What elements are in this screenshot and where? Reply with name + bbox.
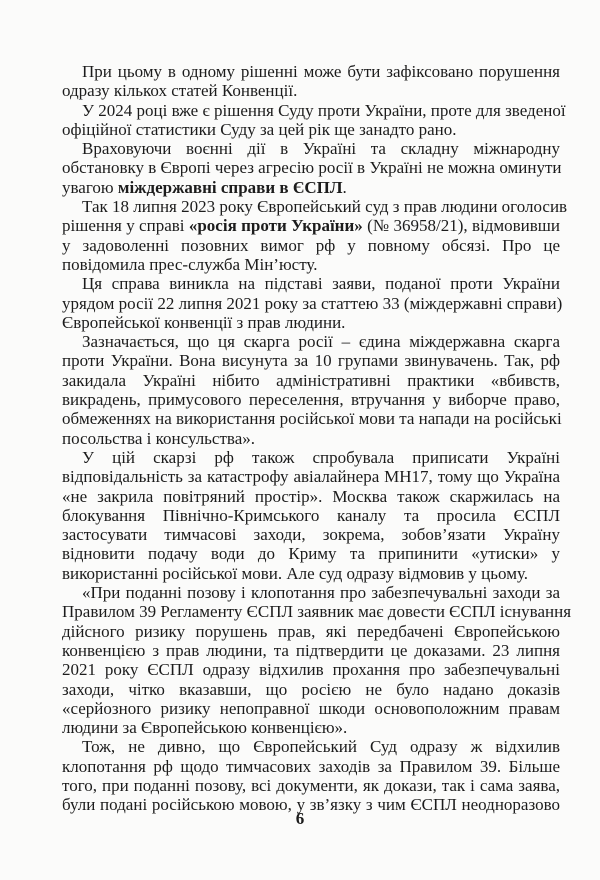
text-line: [62, 718, 560, 737]
text-line: [62, 178, 560, 197]
text-segment: офіційної статистики Суду за цей рік ще занадто рано.: [62, 119, 457, 139]
paragraph: [62, 139, 560, 197]
page-number: 6: [295, 809, 305, 828]
text-line: [62, 506, 560, 525]
text-segment: увагою: [62, 177, 118, 197]
text-segment: Зазначається, що ця скарга росії – єдина міждержавна скарга: [82, 332, 560, 352]
text-segment: «серйозного ризику непоправної шкоди основоположним правам: [62, 698, 560, 718]
text-segment: При цьому в одному рішенні може бути зафіксовано порушення: [82, 62, 560, 81]
text-line: [62, 158, 560, 177]
text-segment: блокування Північно-Кримського каналу та просила ЄСПЛ: [62, 505, 560, 525]
text-segment: того, при поданні позову, всі документи, як докази, так і сама заява,: [62, 775, 560, 795]
text-line: [62, 120, 560, 139]
text-line: [62, 293, 563, 313]
text-line: [62, 100, 566, 120]
text-segment: Тож, не дивно, що Європейський Суд одразу ж відхилив: [82, 737, 560, 757]
text-segment: заходи, чітко вказавши, що росією не було надано доказів: [62, 679, 560, 699]
text-segment: дійсного ризику порушень прав, які передбачені Європейською: [62, 621, 560, 641]
text-segment: У 2024 році вже є рішення Суду проти України, проте для зведеної: [82, 100, 566, 120]
text-line: [62, 236, 560, 255]
text-segment: 2021 року ЄСПЛ одразу відхилив прохання про забезпечувальні: [62, 660, 560, 680]
text-line: [62, 602, 572, 622]
text-line: [62, 313, 560, 332]
text-line: [62, 429, 560, 448]
text-segment: .: [342, 177, 347, 197]
text-segment: проти України. Вона висунута за 10 групами звинувачень. Так, рф: [62, 351, 560, 371]
text-segment: використанні російської мови. Але суд одразу відмовив у цьому.: [62, 563, 529, 583]
text-segment: У цій скарзі рф також спробувала приписати Україні: [82, 447, 560, 467]
text-line: [62, 680, 560, 699]
text-line: [62, 641, 560, 660]
paragraph: [62, 274, 563, 332]
text-segment: одразу кількох статей Конвенції.: [62, 81, 298, 101]
bold-text: «росія проти України»: [188, 216, 363, 236]
text-line: [62, 139, 560, 158]
text-segment: Так 18 липня 2023 року Європейський суд з прав людини оголосив: [82, 197, 568, 217]
text-segment: викрадень, примусового переселення, втручання у виборче право,: [62, 390, 560, 410]
text-segment: обмеженнях на використання російської мови та напади на російські: [62, 409, 562, 429]
text-line: [62, 776, 560, 795]
text-line: [62, 467, 560, 486]
text-segment: людини за Європейською конвенцією».: [62, 718, 348, 738]
text-line: [62, 660, 560, 679]
body-text: [62, 62, 572, 815]
text-line: [62, 487, 560, 506]
text-segment: відновити подачу води до Криму та припинити «утиски» у: [62, 544, 560, 564]
text-segment: відповідальність за катастрофу авіалайнера MH17, тому що Україна: [62, 467, 560, 487]
text-line: [62, 390, 560, 409]
text-line: [62, 332, 560, 351]
text-segment: закидала Україні нібито адміністративні практики «вбивств,: [62, 370, 560, 390]
text-segment: посольства і консульства».: [62, 428, 256, 448]
paragraph: [62, 100, 566, 140]
text-segment: Правилом 39 Регламенту ЄСПЛ заявник має довести ЄСПЛ існування: [62, 602, 572, 622]
paragraph: [62, 332, 560, 448]
text-segment: були подані російською мовою, у зв’язку з чим ЄСПЛ неодноразово: [62, 795, 560, 815]
text-line: [62, 699, 560, 718]
text-line: [62, 409, 560, 428]
text-segment: «не закрила повітряний простір». Москва також скаржилась на: [62, 486, 560, 506]
paragraph: [62, 448, 560, 583]
text-line: [62, 525, 560, 544]
paragraph: [62, 62, 560, 101]
text-line: [62, 216, 560, 235]
bold-text: міждержавні справи в ЄСПЛ: [117, 177, 343, 197]
text-line: [62, 544, 560, 563]
text-line: [62, 62, 560, 81]
text-segment: Ця справа виникла на підставі заяви, поданої проти України: [82, 274, 560, 294]
text-line: [62, 371, 560, 390]
text-line: [62, 583, 560, 602]
text-line: [62, 255, 560, 274]
text-segment: клопотання рф щодо тимчасових заходів за Правилом 39. Більше: [62, 756, 560, 776]
text-line: [62, 81, 560, 100]
text-line: [62, 757, 560, 776]
text-segment: урядом росії 22 липня 2021 року за статтею 33 (міждержавні справи): [62, 293, 563, 313]
text-line: [62, 351, 560, 370]
text-line: [62, 448, 560, 467]
text-line: [62, 564, 560, 583]
text-segment: обстановку в Європі через агресію росії в Україні не можна оминути: [62, 158, 562, 178]
text-line: [62, 197, 568, 217]
text-segment: Враховуючи воєнні дії в Україні та складну міжнародну: [82, 139, 560, 159]
paragraph: [62, 737, 560, 814]
paragraph: [62, 583, 572, 738]
text-segment: (№ 36958/21), відмовивши: [362, 216, 560, 236]
text-segment: «При поданні позову і клопотання про забезпечувальні заходи за: [82, 583, 560, 603]
text-segment: застосувати тимчасові заходи, зокрема, зобов’язати Україну: [62, 525, 560, 545]
text-segment: повідомила прес-служба Мін’юсту.: [62, 254, 318, 274]
text-line: [62, 737, 560, 756]
text-line: [62, 622, 560, 641]
text-segment: конвенцією з прав людини, та підтвердити це доказами. 23 липня: [62, 640, 560, 660]
paragraph: [62, 197, 568, 274]
text-segment: Європейської конвенції з прав людини.: [62, 312, 346, 332]
text-line: [62, 274, 560, 293]
text-segment: рішення у справі: [62, 216, 189, 236]
text-segment: у задоволенні позовних вимог рф у повному обсязі. Про це: [62, 235, 560, 255]
